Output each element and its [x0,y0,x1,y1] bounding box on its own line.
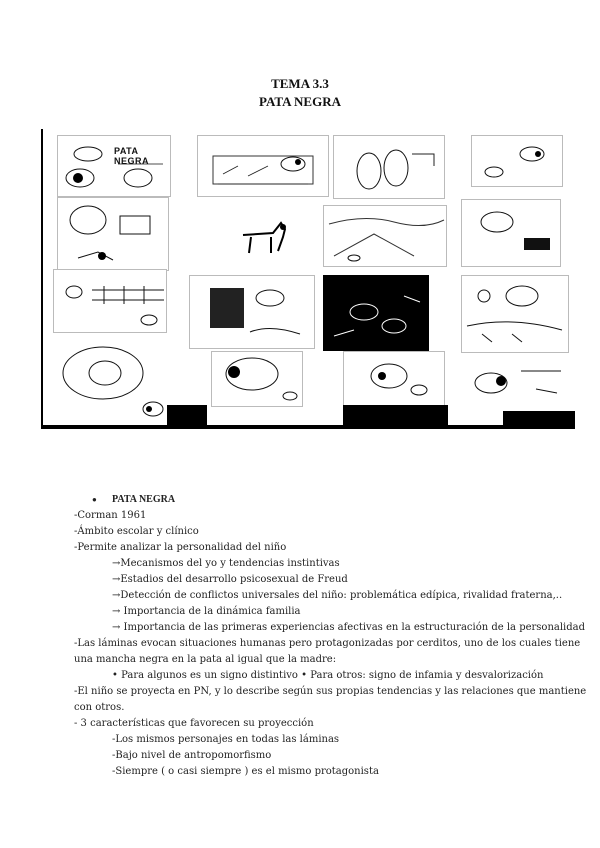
mother-piglet-drawing [344,352,444,410]
text-line: -Permite analizar la personalidad del niño [74,542,287,553]
pig-box-drawing [462,200,560,266]
document-title: TEMA 3.3 [271,76,329,91]
plate-trough [197,135,329,197]
goat-drawing [223,205,313,265]
pig-sketch [472,136,562,186]
feature-item: -Bajo nivel de antropomorfismo [112,750,272,761]
plate-goat [223,205,313,265]
text-line: - 3 características que favorecen su proyección [74,718,314,729]
plate-fight [333,135,445,199]
document-body [74,492,587,780]
plate-small-pig [471,135,563,187]
plate-landscape [323,205,447,267]
text-line: con otros. [74,702,125,713]
text-line: -Ámbito escolar y clínico [74,526,199,537]
stump-drawing [190,276,314,348]
figure-base-block [343,405,448,425]
night-scene-drawing [324,276,428,350]
sub-item: → Importancia de la dinámica familia [112,606,301,617]
trough-drawing [198,136,328,196]
thought-bubble-drawing [53,343,169,425]
figure-base-block [167,405,207,425]
text-line: -El niño se proyecta en PN, y lo describe según sus propias tendencias y las relaciones que mantiene [74,686,587,697]
mud-drawing [462,276,568,352]
sub-item: →Detección de conflictos universales del niño: problemática edípica, rivalidad fraterna,.. [112,590,563,601]
sub-item: → Importancia de las primeras experiencias afectivas en la estructuración de la personalidad [112,622,586,633]
plate-mud [461,275,569,353]
bullet-line: • Para algunos es un signo distintivo • Para otros: signo de infamia y desvalorización [112,670,544,681]
two-pigs-drawing [334,136,444,198]
document-subtitle: PATA NEGRA [259,94,341,109]
figure-base-block [503,411,575,425]
mother-dream-drawing [212,352,302,406]
departure-drawing [461,359,567,413]
plate-pig-box [461,199,561,267]
plate-dream [57,197,169,271]
plate-cover [57,135,171,197]
fence-drawing [54,270,166,332]
pata-negra-plates-figure [41,129,575,429]
pig-dream-drawing [58,198,168,270]
plate-night [323,275,429,351]
text-line: -Las láminas evocan situaciones humanas pero protagonizadas por cerditos, uno de los cuales tiene [74,638,581,649]
plate-fence [53,269,167,333]
section-heading: ● PATA NEGRA [74,492,544,508]
plate-mother-dream [211,351,303,407]
landscape-drawing [324,206,446,266]
figure-bottom-border [43,425,575,429]
plate-mother-piglet [343,351,445,411]
pig-family-drawing [58,136,170,196]
feature-item: -Siempre ( o casi siempre ) es el mismo protagonista [112,766,379,777]
plate-thought-bubble [53,343,169,425]
plate-title: PATA NEGRA [114,146,150,166]
text-line: una mancha negra en la pata al igual que la madre: [74,654,337,665]
plate-stump [189,275,315,349]
plate-departure [461,359,567,413]
feature-item: -Los mismos personajes en todas las láminas [112,734,340,745]
sub-item: →Mecanismos del yo y tendencias instintivas [112,558,340,569]
sub-item: →Estadios del desarrollo psicosexual de Freud [112,574,348,585]
text-line: -Corman 1961 [74,510,147,521]
